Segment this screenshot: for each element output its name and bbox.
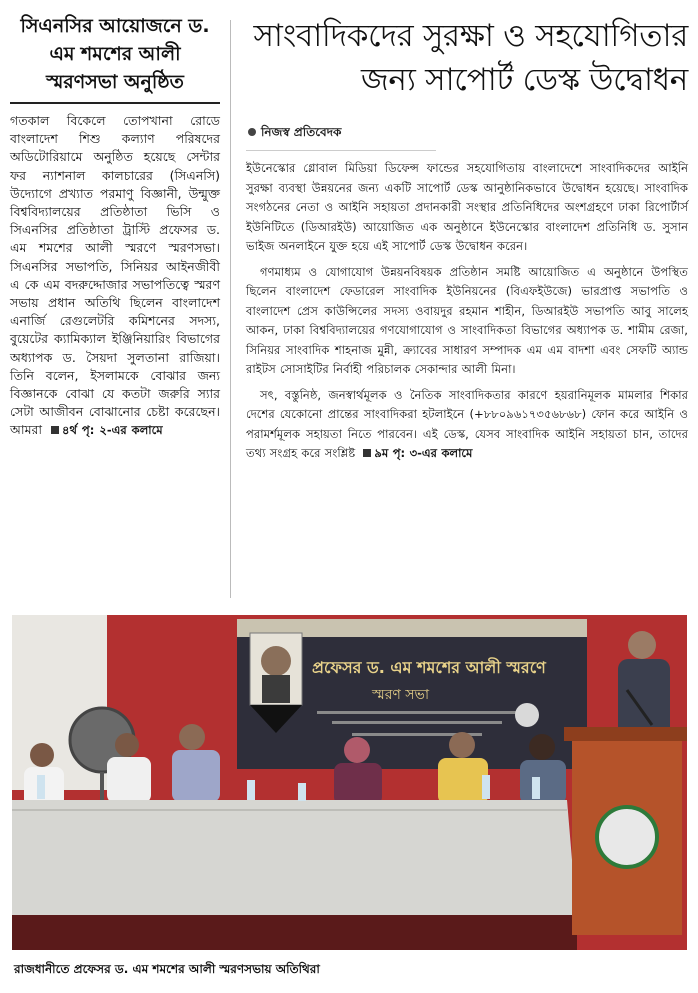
left-article-jump-label: ৪র্থ পৃ: ২-এর কলামে <box>62 423 163 438</box>
banner-subtitle: স্মরণ সভা <box>372 687 430 703</box>
byline <box>248 124 688 144</box>
table-cloth <box>12 800 577 925</box>
left-article-jump[interactable] <box>47 423 163 437</box>
left-article-body <box>10 112 220 440</box>
event-photo <box>12 615 687 950</box>
bullet-icon <box>248 128 256 136</box>
photo-caption: রাজধানীতে প্রফেসর ড. এম শমশের আলী স্মরণসভায় অতিথিরা <box>14 962 320 976</box>
left-article-text: গতকাল বিকেলে তোপখানা রোডে বাংলাদেশ শিশু কল্যাণ পরিষদের অডিটোরিয়ামে অনুষ্ঠিত হয়েছে সেন্টার ফর ন্যাশনাল কালচারের (সিএনসি) উদ্যোগে প্রখ্যাত পরমাণু বিজ্ঞানী, উন্মুক্ত বিশ্ববিদ্যালয়ের প্রতিষ্ঠাতা ভিসি ও সিএনসির প্রতিষ্ঠাতা ট্রাস্টি প্রফেসর ড. এম শমশের আলী স্মরণে স্মরণসভা। সিএনসির সভাপতি, সিনিয়র আইনজীবী এ কে এম বদরুদ্দোজার সভাপতিত্বে স্মরণ সভায় প্রধান অতিথি ছিলেন বাংলাদেশ এনার্জি রেগুলেটরি কমিশনের সদস্য, বুয়েটের ক্যামিক্যাল ইঞ্জিনিয়ারিং বিভাগের অধ্যাপক ড. সৈয়দা সুলতানা রাজিয়া। তিনি বলেন, ইসলামকে বোঝার জন্য বিজ্ঞানকে বোঝা যে কতটা জরুরি স্যার সেটা আজীবন বোঝানোর চেষ্টা করেছেন। আমরা <box>10 113 220 438</box>
main-article-headline: সাংবাদিকদের সুরক্ষা ও সহযোগিতার জন্য সাপোর্ট ডেস্ক উদ্বোধন <box>253 18 688 98</box>
byline-divider <box>246 150 436 151</box>
banner-title: প্রফেসর ড. এম শমশের আলী স্মরণে <box>312 658 546 677</box>
square-bullet-icon <box>363 449 371 457</box>
logo-icon <box>515 703 539 727</box>
podium-logo-icon <box>597 807 657 867</box>
main-article-jump-label: ৯ম পৃ: ৩-এর কলামে <box>374 446 473 460</box>
paragraph-2: গণমাধ্যম ও যোগাযোগ উন্নয়নবিষয়ক প্রতিষ্ঠান সমষ্টি আয়োজিত এ অনুষ্ঠানে উপস্থিত ছিলেন বাংলাদেশ ফেডারেল সাংবাদিক ইউনিয়নের (বিএফইউজে) ভারপ্রাপ্ত সভাপতি ও বাংলাদেশ প্রেস কাউন্সিলের সদস্য ওবায়দুর রহমান শাহীন, ডিআরইউ সভাপতি আবু সালেহ আকন, ঢাকা বিশ্ববিদ্যালয়ের গণযোগাযোগ ও সাংবাদিকতা বিভাগের অধ্যাপক ড. শামীম রেজা, সিনিয়র সাংবাদিক শাহনাজ মুন্নী, ক্র্যাবের সাধারণ সম্পাদক এম এম বাদশা এবং সেফটি অ্যান্ড রাইটস সোসাইটির নির্বাহী পরিচালক সেকান্দার আলী মিনা। <box>246 264 688 376</box>
square-bullet-icon <box>51 426 59 434</box>
left-article <box>10 12 220 600</box>
column-divider <box>230 20 231 598</box>
byline-text: নিজস্ব প্রতিবেদক <box>261 125 342 139</box>
main-article <box>246 8 688 600</box>
event-photo-illustration <box>12 615 687 950</box>
paragraph-3 <box>246 386 688 464</box>
paragraph-3-text: সৎ, বস্তুনিষ্ঠ, জনস্বার্থমূলক ও নৈতিক সাংবাদিকতার কারণে হয়রানিমূলক মামলার শিকার দেশের যেকোনো প্রান্তের সাংবাদিকরা হটলাইনে (+৮৮০৯৬১৭৩৫৬৮৬৮) ফোন করে আইনি ও পরামর্শমূলক সহায়তা নিতে পারবেন। এই ডেস্ক, যেসব সাংবাদিক আইনি সহায়তা চান, তাদের তথ্য সংগ্রহ করে সংশ্লিষ্ট <box>246 387 688 460</box>
left-article-headline: সিএনসির আয়োজনে ড. এম শমশের আলী স্মরণসভা অনুষ্ঠিত <box>10 12 220 104</box>
main-article-jump[interactable] <box>359 446 472 460</box>
paragraph-1: ইউনেস্কোর গ্লোবাল মিডিয়া ডিফেন্স ফান্ডের সহযোগিতায় বাংলাদেশে সাংবাদিকদের আইনি সুরক্ষা ব্যবস্থা উন্নয়নের জন্য একটি সাপোর্ট ডেস্ক আনুষ্ঠানিকভাবে উদ্বোধন হয়েছে। সাংবাদিক সংগঠনের নেতা ও আইনি সহায়তা প্রদানকারী সংস্থার প্রতিনিধিদের অংশগ্রহণে ঢাকা রিপোর্টার্স ইউনিটিতে (ডিআরইউ) আয়োজিত এক অনুষ্ঠানে ইউনেস্কোর বাংলাদেশ প্রতিনিধি ড. সুসান ভাইজ অনলাইনে যুক্ত হয়ে এই সাপোর্ট ডেস্ক উদ্বোধন করেন। <box>246 161 688 253</box>
